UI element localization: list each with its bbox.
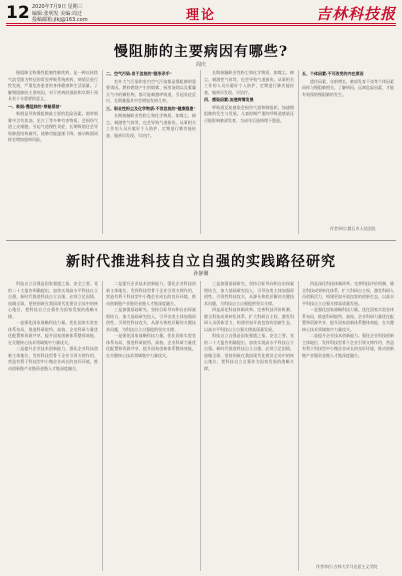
article1-subhead: 二、空气污染:易于忽视的"隐形杀手" <box>106 71 172 76</box>
article2-paragraph: 一是强化国家战略科技力量。优化国家实验室体系布局，推进科研院所、高校、企业科研力量优化配置和资源共享，提升国家创新体系整体效能，在关键核心技术领域集中力量攻关。 <box>106 333 196 358</box>
article1-subhead: 五、个体因素:不可改变的内在原因 <box>302 71 364 76</box>
section-title: 理论 <box>186 8 217 23</box>
article2-paragraph: 二是提升企业技术创新能力。强化企业科技创新主体地位，发挥科技型骨干企业引领支撑作用，营造有利于科技型中小微企业成长的良好环境，推动创新链产业链资金链人才链深度融合。 <box>8 346 98 371</box>
article2-col-3 <box>204 281 294 571</box>
email-line: 投稿邮箱:jlkj@163.com <box>32 17 88 23</box>
article1-paragraph: 慢阻肺全称慢性阻塞性肺疾病，是一种以持续气流受限为特征的常见呼吸系统疾病，病情呈进行性发展，严重危害患者的身体健康和生活质量。了解慢阻肺的主要病因，对于疾病的预防和早期干预具有十分重要的意义。 <box>8 70 98 101</box>
article1-subhead: 三、职业性粉尘及化学物质:不容忽视的"健康隐患" <box>106 105 196 111</box>
article2-paragraph: 二是提升企业技术创新能力。强化企业科技创新主体地位，发挥科技型骨干企业引领支撑作用，营造有利于科技型中小微企业成长的良好环境，推动创新链产业链资金链人才链深度融合。 <box>302 333 394 358</box>
article2-paragraph: 四是深化科技体制改革。完善科技评价机制，健全科技成果转化体系，扩大科研自主权，激发科研人员创新活力，构建更加开放包容的创新生态，以高水平科技自立自强支撑高质量发展。 <box>302 281 394 306</box>
article2-credit: 作者单位:吉林大学马克思主义学院 <box>316 564 378 569</box>
article2-paragraph: 科技自立自强是国家强盛之基、安全之要。党的二十大报告明确提出，加快实现高水平科技自立自强。新时代推进科技自立自强，必须立足国情、放眼全球，坚持创新在我国现代化建设全局中的核心地位，把科技自立自强作为国家发展的战略支撑。 <box>8 281 98 319</box>
page-number: 12 <box>6 3 30 23</box>
article1-col-4 <box>302 70 394 220</box>
article2-title: 新时代推进科技自立自强的实践路径研究 <box>66 254 336 270</box>
column-divider <box>102 281 103 571</box>
article1-paragraph: 遗传因素、年龄增长、肺部发育不良等个体因素同样与慢阻肺相关。了解病因，远离危险因素，才能有效预防慢阻肺的发生。 <box>302 78 394 97</box>
article1-paragraph: 长期接触职业性粉尘和化学物质，如煤尘、棉尘、刺激性气体等，也会导致气道损伤。从事相关工作的人员应做好个人防护，定期进行肺功能检查，做到早发现、早治疗。 <box>106 113 196 138</box>
article1-col-1 <box>8 70 98 234</box>
article2-paragraph: 一是强化国家战略科技力量。优化国家实验室体系布局，推进科研院所、高校、企业科研力量优化配置和资源共享，提升国家创新体系整体效能，在关键核心技术领域集中力量攻关。 <box>302 307 394 332</box>
article1-subhead: 四、感染因素:加速病情发展 <box>204 97 254 102</box>
article1-title: 慢阻肺的主要病因有哪些? <box>113 44 289 60</box>
editor-line: 编辑:张明发 美编:周迁 <box>32 10 82 17</box>
article1-paragraph: 呼吸道反复感染会损伤气道和肺组织，加速慢阻肺的发生与发展。儿童时期严重的呼吸道感染还可能影响肺部发育，为成年后患病埋下隐患。 <box>204 104 294 123</box>
article2-paragraph: 四是深化科技体制改革。完善科技评价机制，健全科技成果转化体系，扩大科研自主权，激发科研人员创新活力，构建更加开放包容的创新生态，以高水平科技自立自强支撑高质量发展。 <box>204 307 294 332</box>
column-divider <box>102 70 103 234</box>
article2-paragraph: 科技自立自强是国家强盛之基、安全之要。党的二十大报告明确提出，加快实现高水平科技自立自强。新时代推进科技自立自强，必须立足国情、放眼全球，坚持创新在我国现代化建设全局中的核心地位，把科技自立自强作为国家发展的战略支撑。 <box>204 333 294 371</box>
newspaper-logo: 吉林科技报 <box>315 5 396 23</box>
article1-paragraph: 吸烟是导致慢阻肺最主要的危险因素。烟草烟雾中含有焦油、尼古丁等多种有害物质，会损伤气道上皮细胞，引起气道慢性炎症，长期吸烟还会导致肺泡结构破坏，使肺功能逐渐下降。被动吸烟同样会增加患病风险。 <box>8 111 98 142</box>
article1-col-2 <box>106 70 196 234</box>
article-separator <box>6 240 396 241</box>
article2-col-1 <box>8 281 98 571</box>
article1-paragraph: 室外大气污染和室内空气污染都是慢阻肺的重要诱因。燃料燃烧产生的烟雾、厨房油烟以及雾霾天气中的颗粒物，都可能刺激呼吸道，引起炎症反应，长期暴露其中会增加发病几率。 <box>106 78 196 103</box>
article1-subhead: 一、吸烟:慢阻肺的"罪魁祸首" <box>8 103 62 109</box>
header-rule <box>6 23 396 24</box>
article1-col-3 <box>204 70 294 234</box>
header-rule-thin <box>6 25 396 26</box>
article1-byline: 周庆 <box>195 62 206 68</box>
article1-credit: 作者单位:磐石市人民医院 <box>330 226 376 231</box>
article2-col-4 <box>302 281 394 559</box>
column-divider <box>298 70 299 234</box>
article2-byline: 孙静馨 <box>193 271 209 277</box>
article2-paragraph: 一是强化国家战略科技力量。优化国家实验室体系布局，推进科研院所、高校、企业科研力量优化配置和资源共享，提升国家创新体系整体效能，在关键核心技术领域集中力量攻关。 <box>8 320 98 345</box>
column-divider <box>200 70 201 234</box>
article2-paragraph: 三是加强基础研究。坚持目标导向和自由探索相结合，加大基础研究投入，引导各类主体加强原创性、引领性科技攻关，从源头和底层解决关键技术问题，为科技自立自强提供坚实支撑。 <box>106 307 196 332</box>
column-divider <box>200 281 201 571</box>
issue-meta <box>32 4 88 24</box>
article2-col-2 <box>106 281 196 571</box>
date-line: 2020年7月9日 星期三 <box>32 4 83 10</box>
article1-paragraph: 长期接触职业性粉尘和化学物质，如煤尘、棉尘、刺激性气体等，也会导致气道损伤。从事相关工作的人员应做好个人防护，定期进行肺功能检查，做到早发现、早治疗。 <box>204 70 294 95</box>
article2-paragraph: 二是提升企业技术创新能力。强化企业科技创新主体地位，发挥科技型骨干企业引领支撑作用，营造有利于科技型中小微企业成长的良好环境，推动创新链产业链资金链人才链深度融合。 <box>106 281 196 306</box>
column-divider <box>298 281 299 571</box>
article2-paragraph: 三是加强基础研究。坚持目标导向和自由探索相结合，加大基础研究投入，引导各类主体加强原创性、引领性科技攻关，从源头和底层解决关键技术问题，为科技自立自强提供坚实支撑。 <box>204 281 294 306</box>
